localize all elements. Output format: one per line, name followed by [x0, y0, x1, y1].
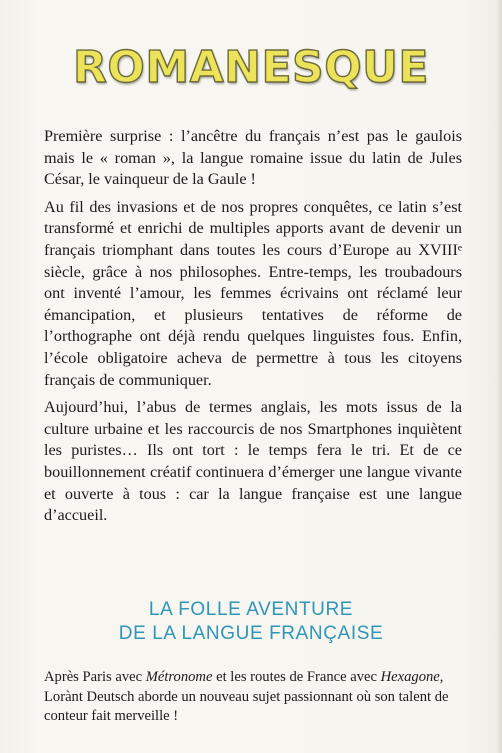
paragraph-1: Première surprise : l’ancêtre du français n’est pas le gaulois mais le « roman », la langue romaine issue du latin de Jules César, le vainqueur de la Gaule ! [44, 127, 462, 189]
blurb-part-2: et les routes de France avec [212, 669, 381, 685]
subtitle-line-1: LA FOLLE AVENTURE [148, 599, 354, 620]
book-title-hexagone: Hexagone [380, 669, 440, 685]
cover-title: ROMANESQUE [73, 42, 429, 93]
description-text [44, 126, 462, 533]
subtitle-heading [0, 598, 502, 646]
book-title-metronome: Métronome [145, 669, 213, 685]
page-edge-shadow [496, 0, 502, 753]
blurb-part-1: Après Paris avec [44, 669, 146, 685]
paragraph-3: Aujourd’hui, l’abus de termes anglais, les mots issus de la culture urbaine et les raccourcis de nos Smartphones inquiètent les puristes… Ils ont tort : le temps fera le tri. Et de ce bouillonnement créatif continuera d’émerger une langue vivante et ouverte à tous : car la langue française est une langue d’accueil. [44, 398, 462, 525]
subtitle-line-2: DE LA LANGUE FRANÇAISE [118, 623, 384, 644]
blurb-part-3: , Lorànt Deutsch aborde un nouveau sujet passionnant où son talent de conteur fait merveille ! [44, 669, 449, 724]
blurb-paragraph [44, 668, 464, 727]
paragraph-2: Au fil des invasions et de nos propres conquêtes, ce latin s’est transformé et enrichi de multiples apports avant de devenir un français triomphant dans toutes les cours d’Europe au XVIIIᵉ siècle, grâce à nos philosophes. Entre-temps, les troubadours ont inventé l’amour, les femmes écrivains ont réclamé leur émancipation, et plusieurs tentatives de réforme de l’orthographe ont déjà rendu quelques linguistes fous. Enfin, l’école obligatoire acheva de permettre à tous les citoyens français de communiquer. [44, 197, 462, 389]
author-blurb [44, 668, 464, 727]
